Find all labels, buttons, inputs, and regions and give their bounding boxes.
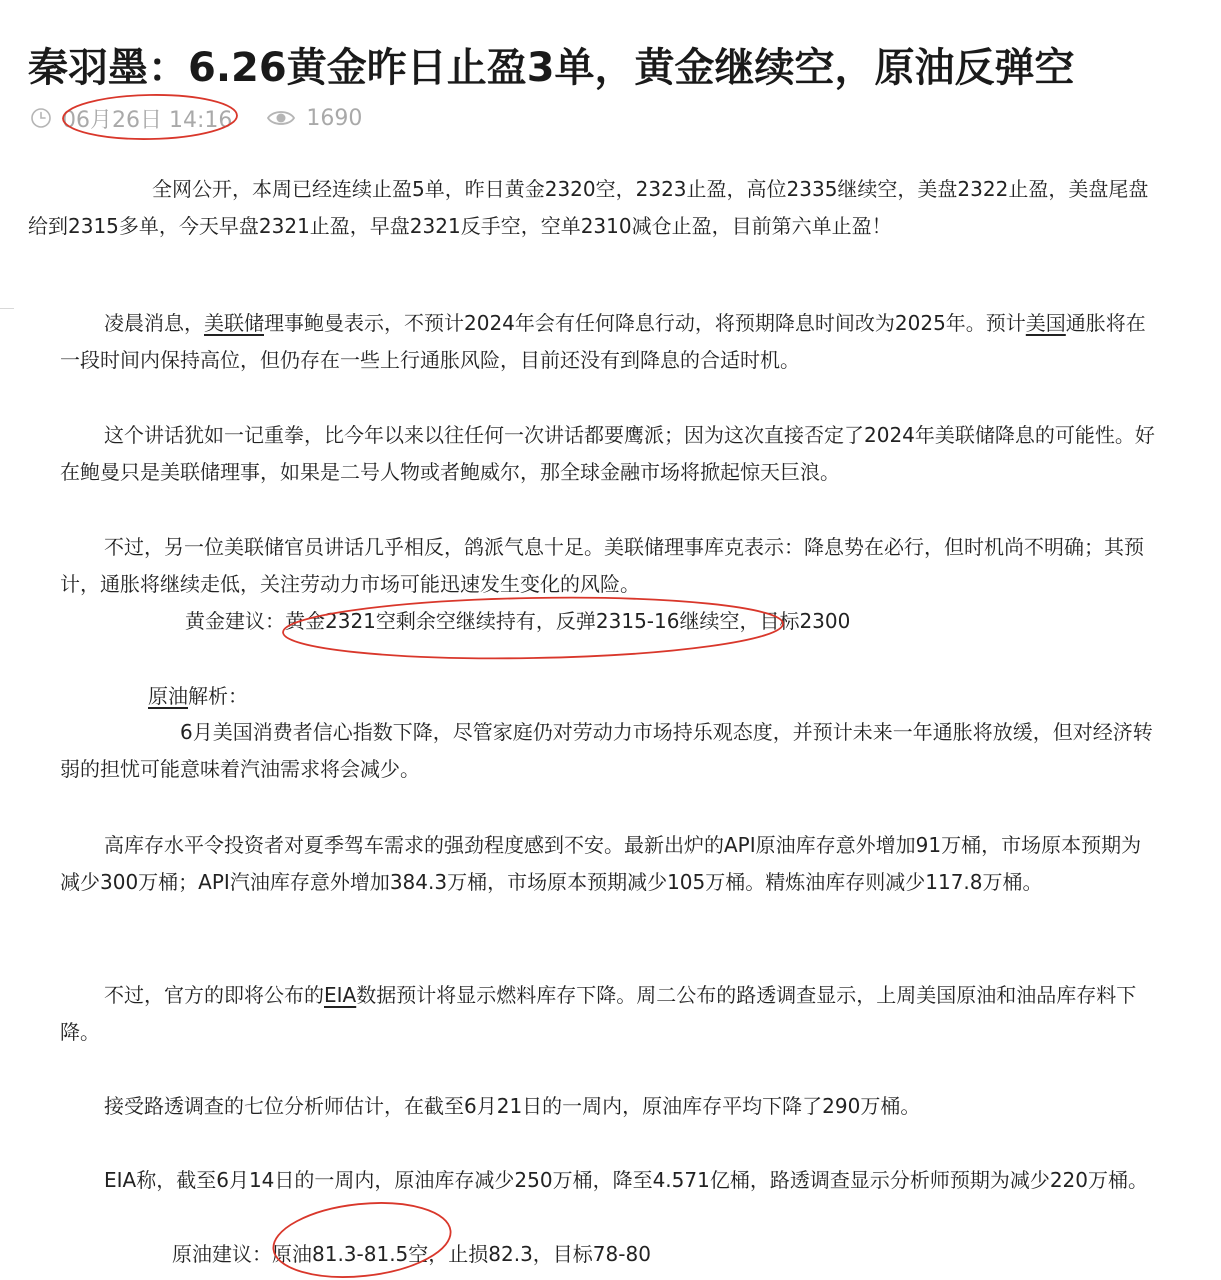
usa-link[interactable]: 美国	[1025, 311, 1066, 335]
inventory-paragraph: 高库存水平令投资者对夏季驾车需求的强劲程度感到不安。最新出炉的API原油库存意外增加91万桶，市场原本预期为减少300万桶；API汽油库存意外增加384.3万桶，市场原本预期减少105万桶。精炼油库存则减少117.8万桶。	[60, 833, 1142, 894]
hawkish-paragraph: 这个讲话犹如一记重拳，比今年以来以往任何一次讲话都要鹰派；因为这次直接否定了2024年美联储降息的可能性。好在鲍曼只是美联储理事，如果是二号人物或者鲍威尔，那全球金融市场将掀起惊天巨浪。	[60, 423, 1155, 484]
article-title: 秦羽墨：6.26黄金昨日止盈3单，黄金继续空，原油反弹空	[28, 45, 1075, 91]
fed-news-text-c: 通胀将在一段时间内保持高位，但仍存在一些上行通胀风险，目前还没有到降息的合适时机。	[60, 311, 1146, 372]
eye-icon	[266, 107, 296, 129]
edge-divider	[0, 308, 14, 309]
eia-report-paragraph: EIA称，截至6月14日的一周内，原油库存减少250万桶，降至4.571亿桶，路透调查显示分析师预期为减少220万桶。	[104, 1168, 1148, 1192]
eia-link[interactable]: EIA	[324, 983, 357, 1007]
reuters-survey-paragraph: 接受路透调查的七位分析师估计，在截至6月21日的一周内，原油库存平均下降了290万桶。	[104, 1094, 921, 1118]
eia-text-a: 不过，官方的即将公布的	[104, 983, 324, 1007]
fed-news-paragraph	[60, 305, 1155, 379]
fed-news-text-b: 理事鲍曼表示，不预计2024年会有任何降息行动，将预期降息时间改为2025年。预计	[264, 311, 1026, 335]
oil-advice: 原油建议：原油81.3-81.5空，止损82.3，目标78-80	[172, 1242, 651, 1266]
fed-link[interactable]: 美联储	[204, 311, 264, 335]
gold-advice: 黄金建议：黄金2321空剩余空继续持有，反弹2315-16继续空，目标2300	[185, 609, 851, 633]
publish-date: 06月26日 14:16	[62, 107, 233, 133]
oil-heading-rest: 解析：	[188, 684, 248, 708]
clock-icon	[30, 107, 52, 129]
fed-news-text-a: 凌晨消息，	[104, 311, 204, 335]
oil-analysis-heading	[148, 678, 248, 715]
intro-paragraph: 全网公开，本周已经连续止盈5单，昨日黄金2320空，2323止盈，高位2335继续空，美盘2322止盈，美盘尾盘给到2315多单，今天早盘2321止盈，早盘2321反手空，空单2310减仓止盈，目前第六单止盈！	[28, 177, 1149, 238]
view-count: 1690	[306, 105, 363, 131]
dovish-paragraph: 不过，另一位美联储官员讲话几乎相反，鸽派气息十足。美联储理事库克表示：降息势在必行，但时机尚不明确；其预计，通胀将继续走低，关注劳动力市场可能迅速发生变化的风险。	[60, 535, 1144, 596]
consumer-confidence-paragraph: 6月美国消费者信心指数下降，尽管家庭仍对劳动力市场持乐观态度，并预计未来一年通胀将放缓，但对经济转弱的担忧可能意味着汽油需求将会减少。	[60, 720, 1153, 781]
eia-forecast-paragraph	[60, 977, 1155, 1051]
article-meta	[30, 102, 362, 134]
eia-text-b: 数据预计将显示燃料库存下降。周二公布的路透调查显示，上周美国原油和油品库存料下降。	[60, 983, 1137, 1044]
oil-link[interactable]: 原油	[148, 684, 188, 708]
